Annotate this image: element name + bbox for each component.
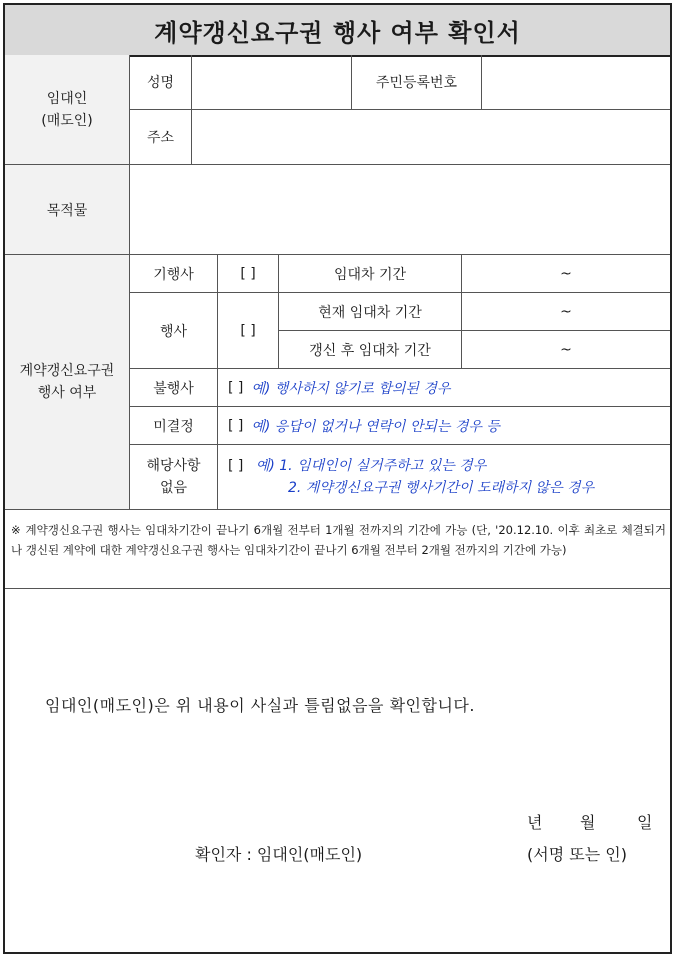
not-exercised-label: 불행사	[130, 369, 218, 407]
property-field[interactable]	[130, 165, 670, 255]
not-applicable-row	[218, 445, 670, 510]
not-exercised-example: 예) 행사하지 않기로 합의된 경우	[251, 380, 451, 397]
date-year: 년	[527, 813, 543, 832]
confirmer-label: 확인자 : 임대인(매도인)	[195, 845, 363, 864]
current-lease-period-field[interactable]: ~	[462, 293, 670, 331]
exercised-label: 행사	[130, 293, 218, 369]
not-applicable-example-1: 예) 1. 임대인이 실거주하고 있는 경우	[255, 458, 487, 474]
address-field[interactable]	[192, 110, 670, 165]
footnote: ※ 계약갱신요구권 행사는 임대차기간이 끝나기 6개월 전부터 1개월 전까지의 기간에 가능 (단, '20.12.10. 이후 최초로 체결되거나 갱신된 계약에 대한 계약갱신요구권 행사는 임대차기간이 끝나기 6개월 전부터 2개월 전까지의 기간에 가능)	[11, 523, 666, 557]
not-applicable-label-line1: 해당사항	[146, 458, 201, 474]
current-lease-period-label: 현재 임대차 기간	[279, 293, 462, 331]
not-exercised-checkbox[interactable]: [ ]	[228, 379, 244, 396]
exercise-label	[5, 255, 130, 510]
lease-period-field[interactable]: ~	[462, 255, 670, 293]
document-frame	[3, 3, 672, 954]
already-exercised-checkbox[interactable]: [ ]	[218, 255, 279, 293]
undecided-label: 미결정	[130, 407, 218, 445]
name-label: 성명	[130, 55, 192, 110]
undecided-checkbox[interactable]: [ ]	[228, 417, 244, 434]
exercise-label-line2: 행사 여부	[37, 385, 97, 401]
document-title: 계약갱신요구권 행사 여부 확인서	[5, 5, 670, 57]
not-applicable-label-line2: 없음	[159, 480, 188, 496]
resident-id-label: 주민등록번호	[352, 55, 482, 110]
not-applicable-checkbox[interactable]: [ ]	[228, 458, 244, 474]
confirmation-statement: 임대인(매도인)은 위 내용이 사실과 틀림없음을 확인합니다.	[45, 696, 475, 715]
signature-hint: (서명 또는 인)	[527, 845, 627, 864]
landlord-label-line2: (매도인)	[41, 112, 93, 129]
property-label: 목적물	[5, 165, 130, 255]
already-exercised-label: 기행사	[130, 255, 218, 293]
exercised-checkbox[interactable]: [ ]	[218, 293, 279, 369]
undecided-row	[218, 407, 670, 445]
undecided-example: 예) 응답이 없거나 연락이 안되는 경우 등	[251, 418, 500, 435]
date-month: 월	[580, 813, 596, 832]
resident-id-field[interactable]	[482, 55, 670, 110]
not-applicable-example-2: 2. 계약갱신요구권 행사기간이 도래하지 않은 경우	[288, 480, 595, 496]
landlord-label	[5, 55, 130, 165]
not-exercised-row	[218, 369, 670, 407]
lease-period-label: 임대차 기간	[279, 255, 462, 293]
address-label: 주소	[130, 110, 192, 165]
exercise-label-line1: 계약갱신요구권	[19, 363, 115, 379]
section-divider	[5, 588, 670, 589]
renewed-lease-period-label: 갱신 후 임대차 기간	[279, 331, 462, 369]
landlord-label-line1: 임대인	[46, 90, 88, 107]
renewed-lease-period-field[interactable]: ~	[462, 331, 670, 369]
name-field[interactable]	[192, 55, 352, 110]
date-day: 일	[637, 813, 653, 832]
not-applicable-label	[130, 445, 218, 510]
